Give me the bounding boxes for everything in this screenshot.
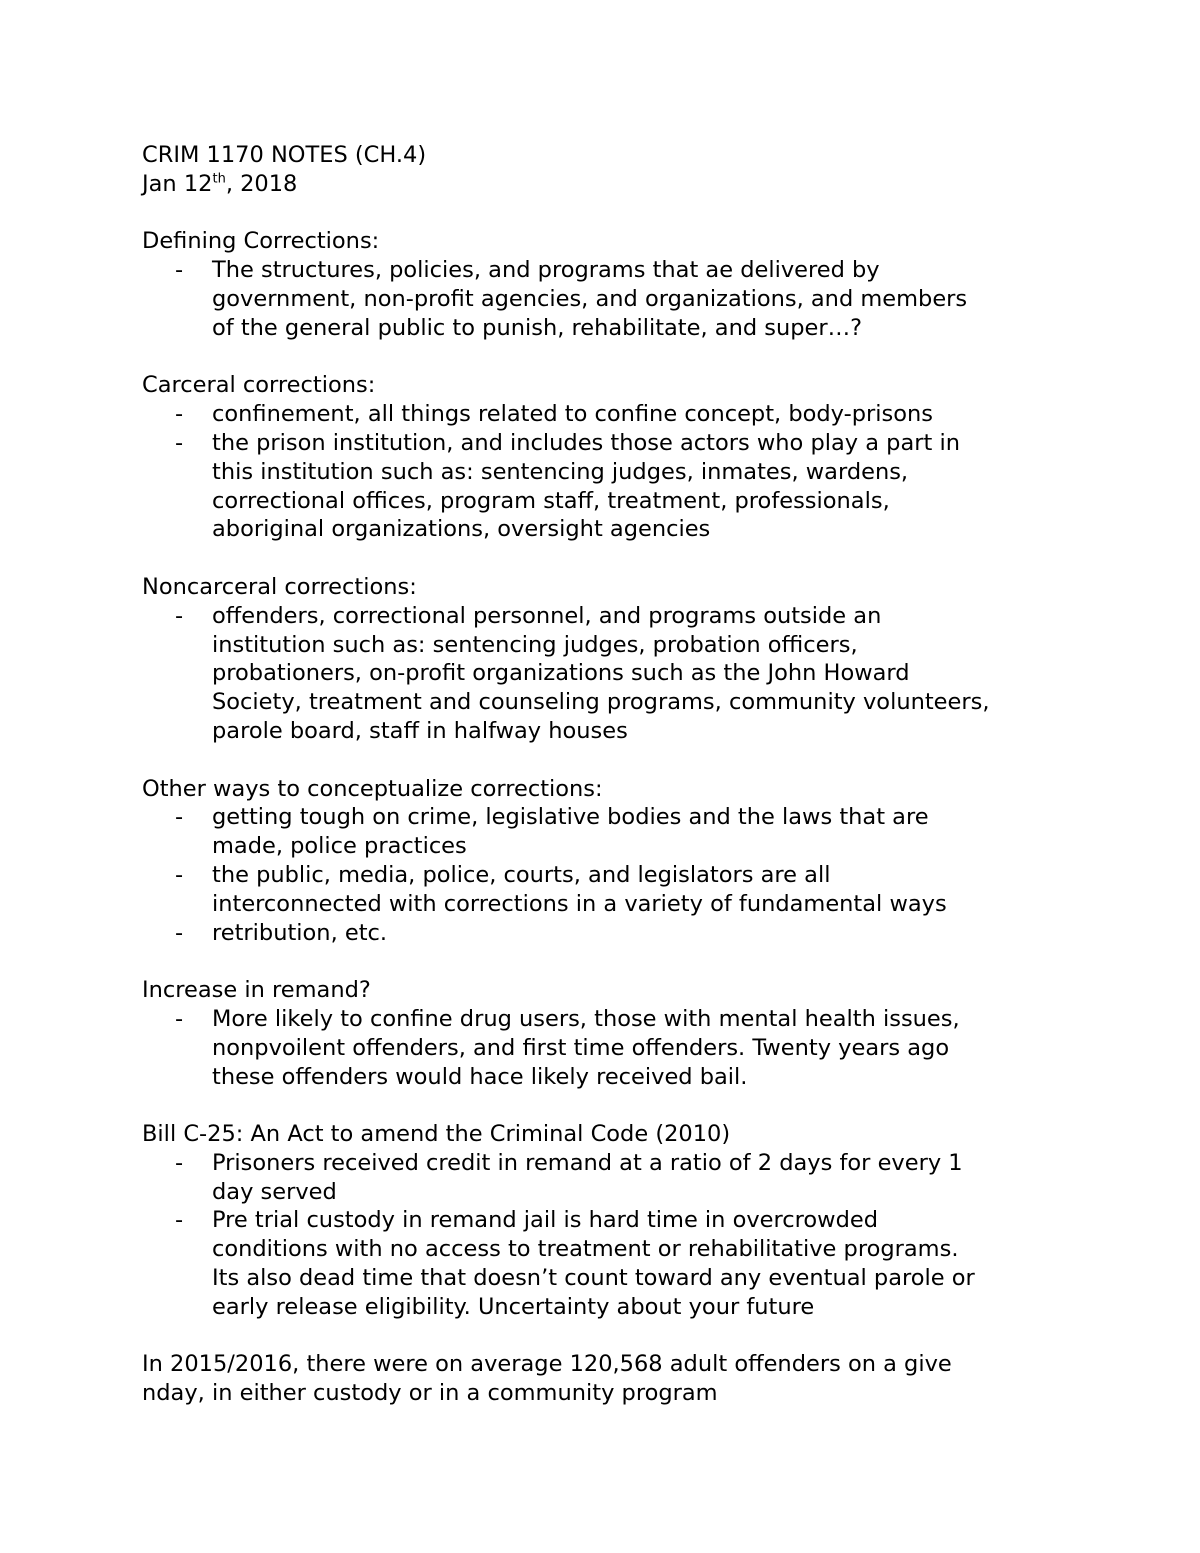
section-noncarceral-corrections xyxy=(142,573,1082,746)
spacer xyxy=(142,1091,1082,1120)
section-bill-c25 xyxy=(142,1120,1082,1322)
list-item-text: offenders, correctional personnel, and programs outside an institution such as: sentencing judges, probation officers, probationers, on-profit organizations such as the John Howard Society, treatment and counseling programs, community volunteers, parole board, staff in halfway houses xyxy=(212,602,990,744)
bullet-list xyxy=(142,400,1082,544)
section-defining-corrections xyxy=(142,227,1082,342)
spacer xyxy=(142,947,1082,976)
list-item xyxy=(142,256,1082,342)
spacer xyxy=(142,746,1082,775)
section-carceral-corrections xyxy=(142,371,1082,544)
bullet-dash: - xyxy=(175,919,184,946)
spacer xyxy=(142,544,1082,573)
list-item-text: the prison institution, and includes those actors who play a part in this institution such as: sentencing judges, inmates, wardens, correctional offices, program staff, treatment, professionals, aboriginal organizations, oversight agencies xyxy=(212,429,960,543)
section-heading: Other ways to conceptualize corrections: xyxy=(142,775,603,802)
list-item xyxy=(142,429,1082,544)
section-heading: Carceral corrections: xyxy=(142,372,376,399)
list-item xyxy=(142,1149,1082,1207)
bullet-list xyxy=(142,1149,1082,1322)
closing-paragraph: In 2015/2016, there were on average 120,568 adult offenders on a give nday, in either custody or in a community program xyxy=(142,1351,952,1407)
document-title: CRIM 1170 NOTES (CH.4) xyxy=(142,142,427,168)
spacer xyxy=(142,343,1082,372)
list-item-text: the public, media, police, courts, and legislators are all interconnected with corrections in a variety of fundamental ways xyxy=(212,861,947,917)
bullet-dash: - xyxy=(175,401,184,428)
bullet-dash: - xyxy=(175,804,184,831)
section-heading: Defining Corrections: xyxy=(142,228,380,255)
list-item-text: Prisoners received credit in remand at a ratio of 2 days for every 1 day served xyxy=(212,1149,963,1205)
bullet-list xyxy=(142,602,1082,746)
list-item xyxy=(142,1005,1082,1091)
bullet-list xyxy=(142,256,1082,342)
bullet-dash: - xyxy=(175,861,184,888)
list-item xyxy=(142,861,1082,919)
bullet-list xyxy=(142,1005,1082,1091)
bullet-dash: - xyxy=(175,1005,184,1032)
list-item xyxy=(142,919,1082,948)
list-item xyxy=(142,803,1082,861)
list-item-text: getting tough on crime, legislative bodies and the laws that are made, police practices xyxy=(212,804,929,860)
list-item xyxy=(142,602,1082,746)
list-item-text: The structures, policies, and programs that ae delivered by government, non-profit agencies, and organizations, and members of the general public to punish, rehabilitate, and super…? xyxy=(212,257,968,341)
section-increase-in-remand xyxy=(142,976,1082,1091)
bullet-dash: - xyxy=(175,257,184,284)
section-heading: Bill C-25: An Act to amend the Criminal Code (2010) xyxy=(142,1121,731,1148)
bullet-list xyxy=(142,803,1082,947)
list-item-text: confinement, all things related to confine concept, body-prisons xyxy=(212,401,933,428)
list-item xyxy=(142,1206,1082,1321)
list-item-text: retribution, etc. xyxy=(212,919,388,946)
bullet-dash: - xyxy=(175,602,184,629)
bullet-dash: - xyxy=(175,1207,184,1234)
bullet-dash: - xyxy=(175,429,184,456)
section-other-ways xyxy=(142,775,1082,948)
date-suffix: , 2018 xyxy=(225,170,298,197)
section-heading: Increase in remand? xyxy=(142,977,371,1004)
document-date xyxy=(142,170,1082,199)
spacer xyxy=(142,199,1082,228)
list-item-text: Pre trial custody in remand jail is hard time in overcrowded conditions with no access to treatment or rehabilitative programs. Its also dead time that doesn’t count toward any eventual parole or early release eligibility. Uncertainty about your future xyxy=(212,1207,975,1320)
bullet-dash: - xyxy=(175,1149,184,1176)
spacer xyxy=(142,1322,1082,1351)
list-item-text: More likely to confine drug users, those with mental health issues, nonpvoilent offenders, and first time offenders. Twenty years ago these offenders would hace likely received bail. xyxy=(212,1005,960,1090)
date-prefix: Jan 12 xyxy=(142,170,213,197)
date-ordinal-suffix: th xyxy=(212,171,226,187)
section-heading: Noncarceral corrections: xyxy=(142,573,417,600)
list-item xyxy=(142,400,1082,429)
document-page xyxy=(142,141,1082,1408)
